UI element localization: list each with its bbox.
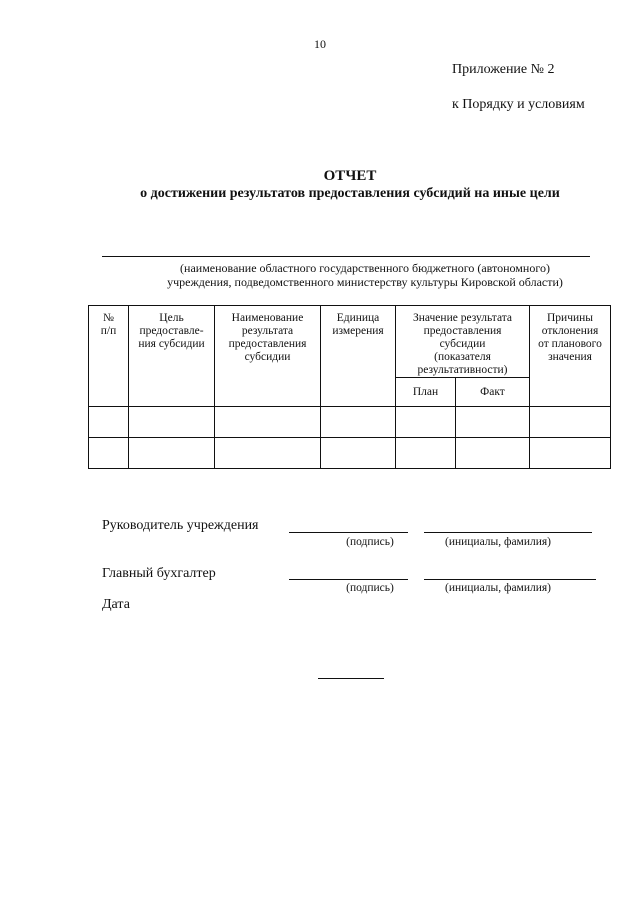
table-cell <box>321 407 396 438</box>
table-cell <box>456 438 530 469</box>
table-cell <box>396 407 456 438</box>
header-reasons-cell: Причины отклонения от планового значения <box>530 306 611 407</box>
header-unit-cell: Единица измерения <box>321 306 396 407</box>
header-plan-cell: План <box>396 378 456 407</box>
header-result-name-cell: Наименование результата предоставления субсидии <box>215 306 321 407</box>
organization-caption-line1: (наименование областного государственного бюджетного (автономного) <box>180 261 550 275</box>
head-name-caption: (инициалы, фамилия) <box>444 536 552 548</box>
appendix-label: Приложение № 2 <box>452 62 555 77</box>
header-number-cell: № п/п <box>89 306 129 407</box>
accountant-name-caption: (инициалы, фамилия) <box>444 582 552 594</box>
table-header-row <box>89 306 611 378</box>
header-goal-cell: Цель предоставле- ния субсидии <box>129 306 215 407</box>
table-cell <box>530 407 611 438</box>
header-fact-cell: Факт <box>456 378 530 407</box>
organization-caption-line2: учреждения, подведомственного министерству культуры Кировской области) <box>167 275 563 289</box>
report-table <box>88 305 611 469</box>
table-row <box>89 407 611 438</box>
head-signature-line <box>289 532 408 533</box>
organization-caption <box>140 261 590 289</box>
table-cell <box>396 438 456 469</box>
date-label: Дата <box>102 597 130 612</box>
chief-accountant-label: Главный бухгалтер <box>102 566 216 581</box>
table-cell <box>456 407 530 438</box>
end-of-document-rule <box>318 678 384 679</box>
table-cell <box>321 438 396 469</box>
table-cell <box>129 407 215 438</box>
head-name-line <box>424 532 592 533</box>
accountant-signature-line <box>289 579 408 580</box>
table-cell <box>89 407 129 438</box>
head-signature-caption: (подпись) <box>346 536 394 548</box>
report-subtitle: о достижении результатов предоставления субсидий на иные цели <box>140 186 560 201</box>
table-cell <box>530 438 611 469</box>
head-of-institution-label: Руководитель учреждения <box>102 518 259 533</box>
table-cell <box>129 438 215 469</box>
table-cell <box>215 407 321 438</box>
table-row <box>89 438 611 469</box>
table-cell <box>89 438 129 469</box>
accountant-signature-caption: (подпись) <box>346 582 394 594</box>
accountant-name-line <box>424 579 596 580</box>
order-reference: к Порядку и условиям <box>452 97 585 112</box>
report-title: ОТЧЕТ <box>323 168 377 184</box>
table-cell <box>215 438 321 469</box>
organization-name-line <box>102 256 590 257</box>
header-value-cell: Значение результата предоставления субсидии (показателя результативности) <box>396 306 530 378</box>
page-number: 10 <box>314 37 326 51</box>
